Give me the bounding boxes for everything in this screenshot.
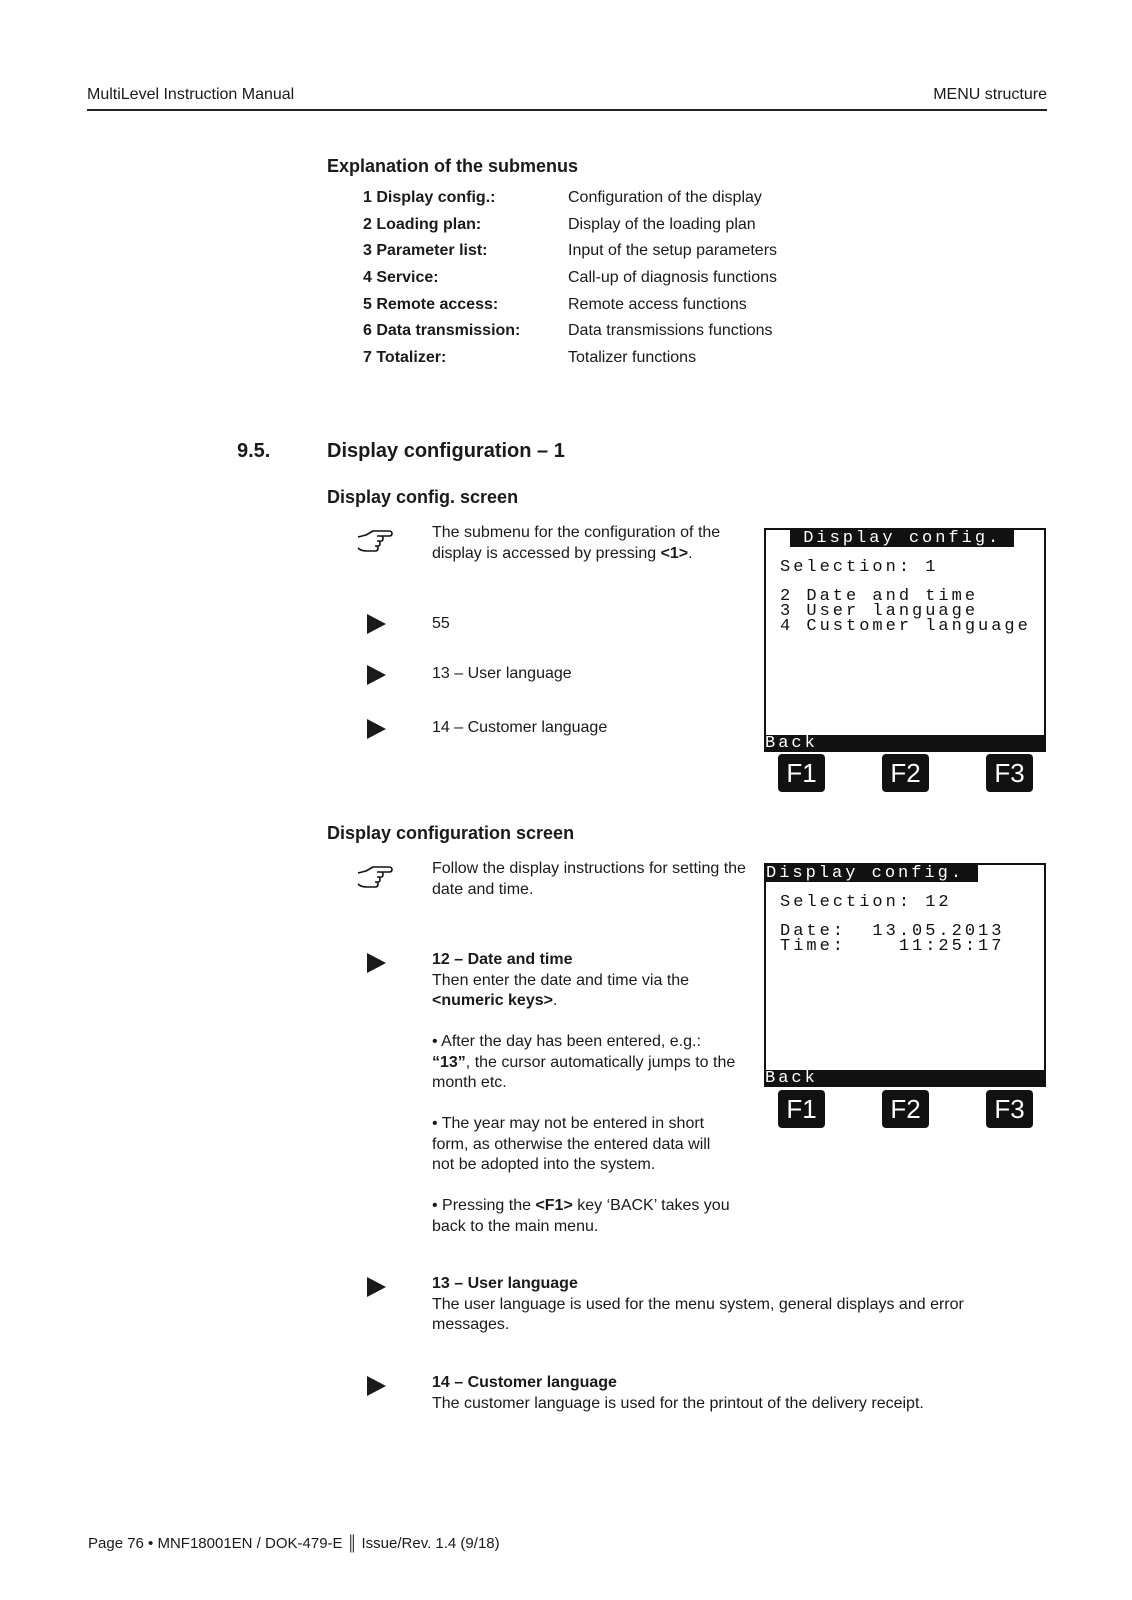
- lcd-option: 2 Date and time: [780, 587, 979, 606]
- submenu-value: Input of the setup parameters: [568, 242, 778, 259]
- item12-block: [432, 950, 747, 1012]
- submenu-value: Remote access functions: [568, 296, 747, 313]
- lcd-date: Date: 13.05.2013: [780, 922, 1005, 941]
- lcd-time: Time: 11:25:17: [780, 937, 1005, 956]
- submenus-title: Explanation of the submenus: [327, 156, 579, 176]
- arrow-bullet-icon: [367, 953, 386, 973]
- page-footer: Page 76 • MNF18001EN / DOK-479-E ║ Issue/Rev. 1.4 (9/18): [88, 1535, 500, 1552]
- arrow-bullet-icon: [367, 614, 386, 634]
- lcd-screen-display-config: [764, 528, 1046, 752]
- item13-text: The user language is used for the menu system, general displays and error messages.: [432, 1295, 964, 1333]
- screen1-title: Display config. screen: [327, 487, 519, 507]
- header-right: MENU structure: [933, 86, 1047, 103]
- submenu-key: 5 Remote access:: [363, 296, 499, 313]
- screen1-bullet: 55: [432, 615, 450, 632]
- lcd-screen-date-time: [764, 863, 1046, 1087]
- arrow-bullet-icon: [367, 1376, 386, 1396]
- lcd-option: 4 Customer language: [780, 617, 1031, 636]
- submenu-value: Data transmissions functions: [568, 322, 773, 339]
- header-divider: [87, 109, 1047, 111]
- submenu-value: Totalizer functions: [568, 349, 697, 366]
- screen2-title: Display configuration screen: [327, 823, 575, 843]
- item14-title: 14 – Customer language: [432, 1374, 617, 1391]
- lcd-back-label: Back: [764, 735, 1046, 752]
- f3-key: F3: [986, 754, 1033, 792]
- arrow-bullet-icon: [367, 719, 386, 739]
- lcd-title: Display config.: [790, 529, 1015, 548]
- f1-key: F1: [778, 754, 825, 792]
- section-title: Display configuration – 1: [327, 440, 565, 462]
- item12-title: 12 – Date and time: [432, 951, 573, 968]
- submenu-row: [363, 216, 883, 242]
- f1-key: F1: [778, 1090, 825, 1128]
- screen2-intro: Follow the display instructions for setting the date and time.: [432, 860, 746, 898]
- item13-block: [432, 1274, 1032, 1336]
- submenu-value: Display of the loading plan: [568, 216, 756, 233]
- item12-text: Then enter the date and time via the <numeric keys>.: [432, 971, 690, 1009]
- submenu-row: [363, 269, 883, 295]
- lcd-selection: Selection: 12: [780, 893, 952, 912]
- submenu-key: 7 Totalizer:: [363, 349, 447, 366]
- submenu-row: [363, 322, 883, 348]
- item14-text: The customer language is used for the printout of the delivery receipt.: [432, 1394, 924, 1412]
- submenu-key: 2 Loading plan:: [363, 216, 482, 233]
- submenu-value: Call-up of diagnosis functions: [568, 269, 778, 286]
- f2-key: F2: [882, 1090, 929, 1128]
- screen1-intro: The submenu for the configuration of the display is accessed by pressing <1>.: [432, 524, 721, 562]
- submenu-row: [363, 349, 883, 375]
- screen1-bullet: 13 – User language: [432, 665, 572, 682]
- submenu-key: 3 Parameter list:: [363, 242, 488, 259]
- header-left: MultiLevel Instruction Manual: [87, 86, 295, 103]
- submenu-key: 6 Data transmission:: [363, 322, 521, 339]
- lcd-back-label: Back: [764, 1070, 1046, 1087]
- submenu-row: [363, 296, 883, 322]
- submenu-row: [363, 189, 883, 215]
- note-day: • After the day has been entered, e.g.: “13”, the cursor automatically jumps to the month etc.: [432, 1033, 736, 1091]
- f3-key: F3: [986, 1090, 1033, 1128]
- section-number: 9.5.: [237, 440, 271, 462]
- lcd-option: 3 User language: [780, 602, 979, 621]
- pointing-hand-icon: [356, 864, 394, 890]
- f2-key: F2: [882, 754, 929, 792]
- arrow-bullet-icon: [367, 1277, 386, 1297]
- note-f1: • Pressing the <F1> key ‘BACK’ takes you back to the main menu.: [432, 1197, 730, 1235]
- submenu-value: Configuration of the display: [568, 189, 762, 206]
- lcd-selection: Selection: 1: [780, 558, 939, 577]
- item14-block: [432, 1373, 1032, 1414]
- pointing-hand-icon: [356, 528, 394, 554]
- submenu-key: 4 Service:: [363, 269, 439, 286]
- arrow-bullet-icon: [367, 665, 386, 685]
- screen1-bullet: 14 – Customer language: [432, 719, 608, 736]
- item13-title: 13 – User language: [432, 1275, 578, 1292]
- submenu-row: [363, 242, 883, 268]
- note-year: • The year may not be entered in short form, as otherwise the entered data will not be adopted into the system.: [432, 1115, 711, 1173]
- lcd-title: Display config.: [764, 865, 978, 882]
- submenu-key: 1 Display config.:: [363, 189, 496, 206]
